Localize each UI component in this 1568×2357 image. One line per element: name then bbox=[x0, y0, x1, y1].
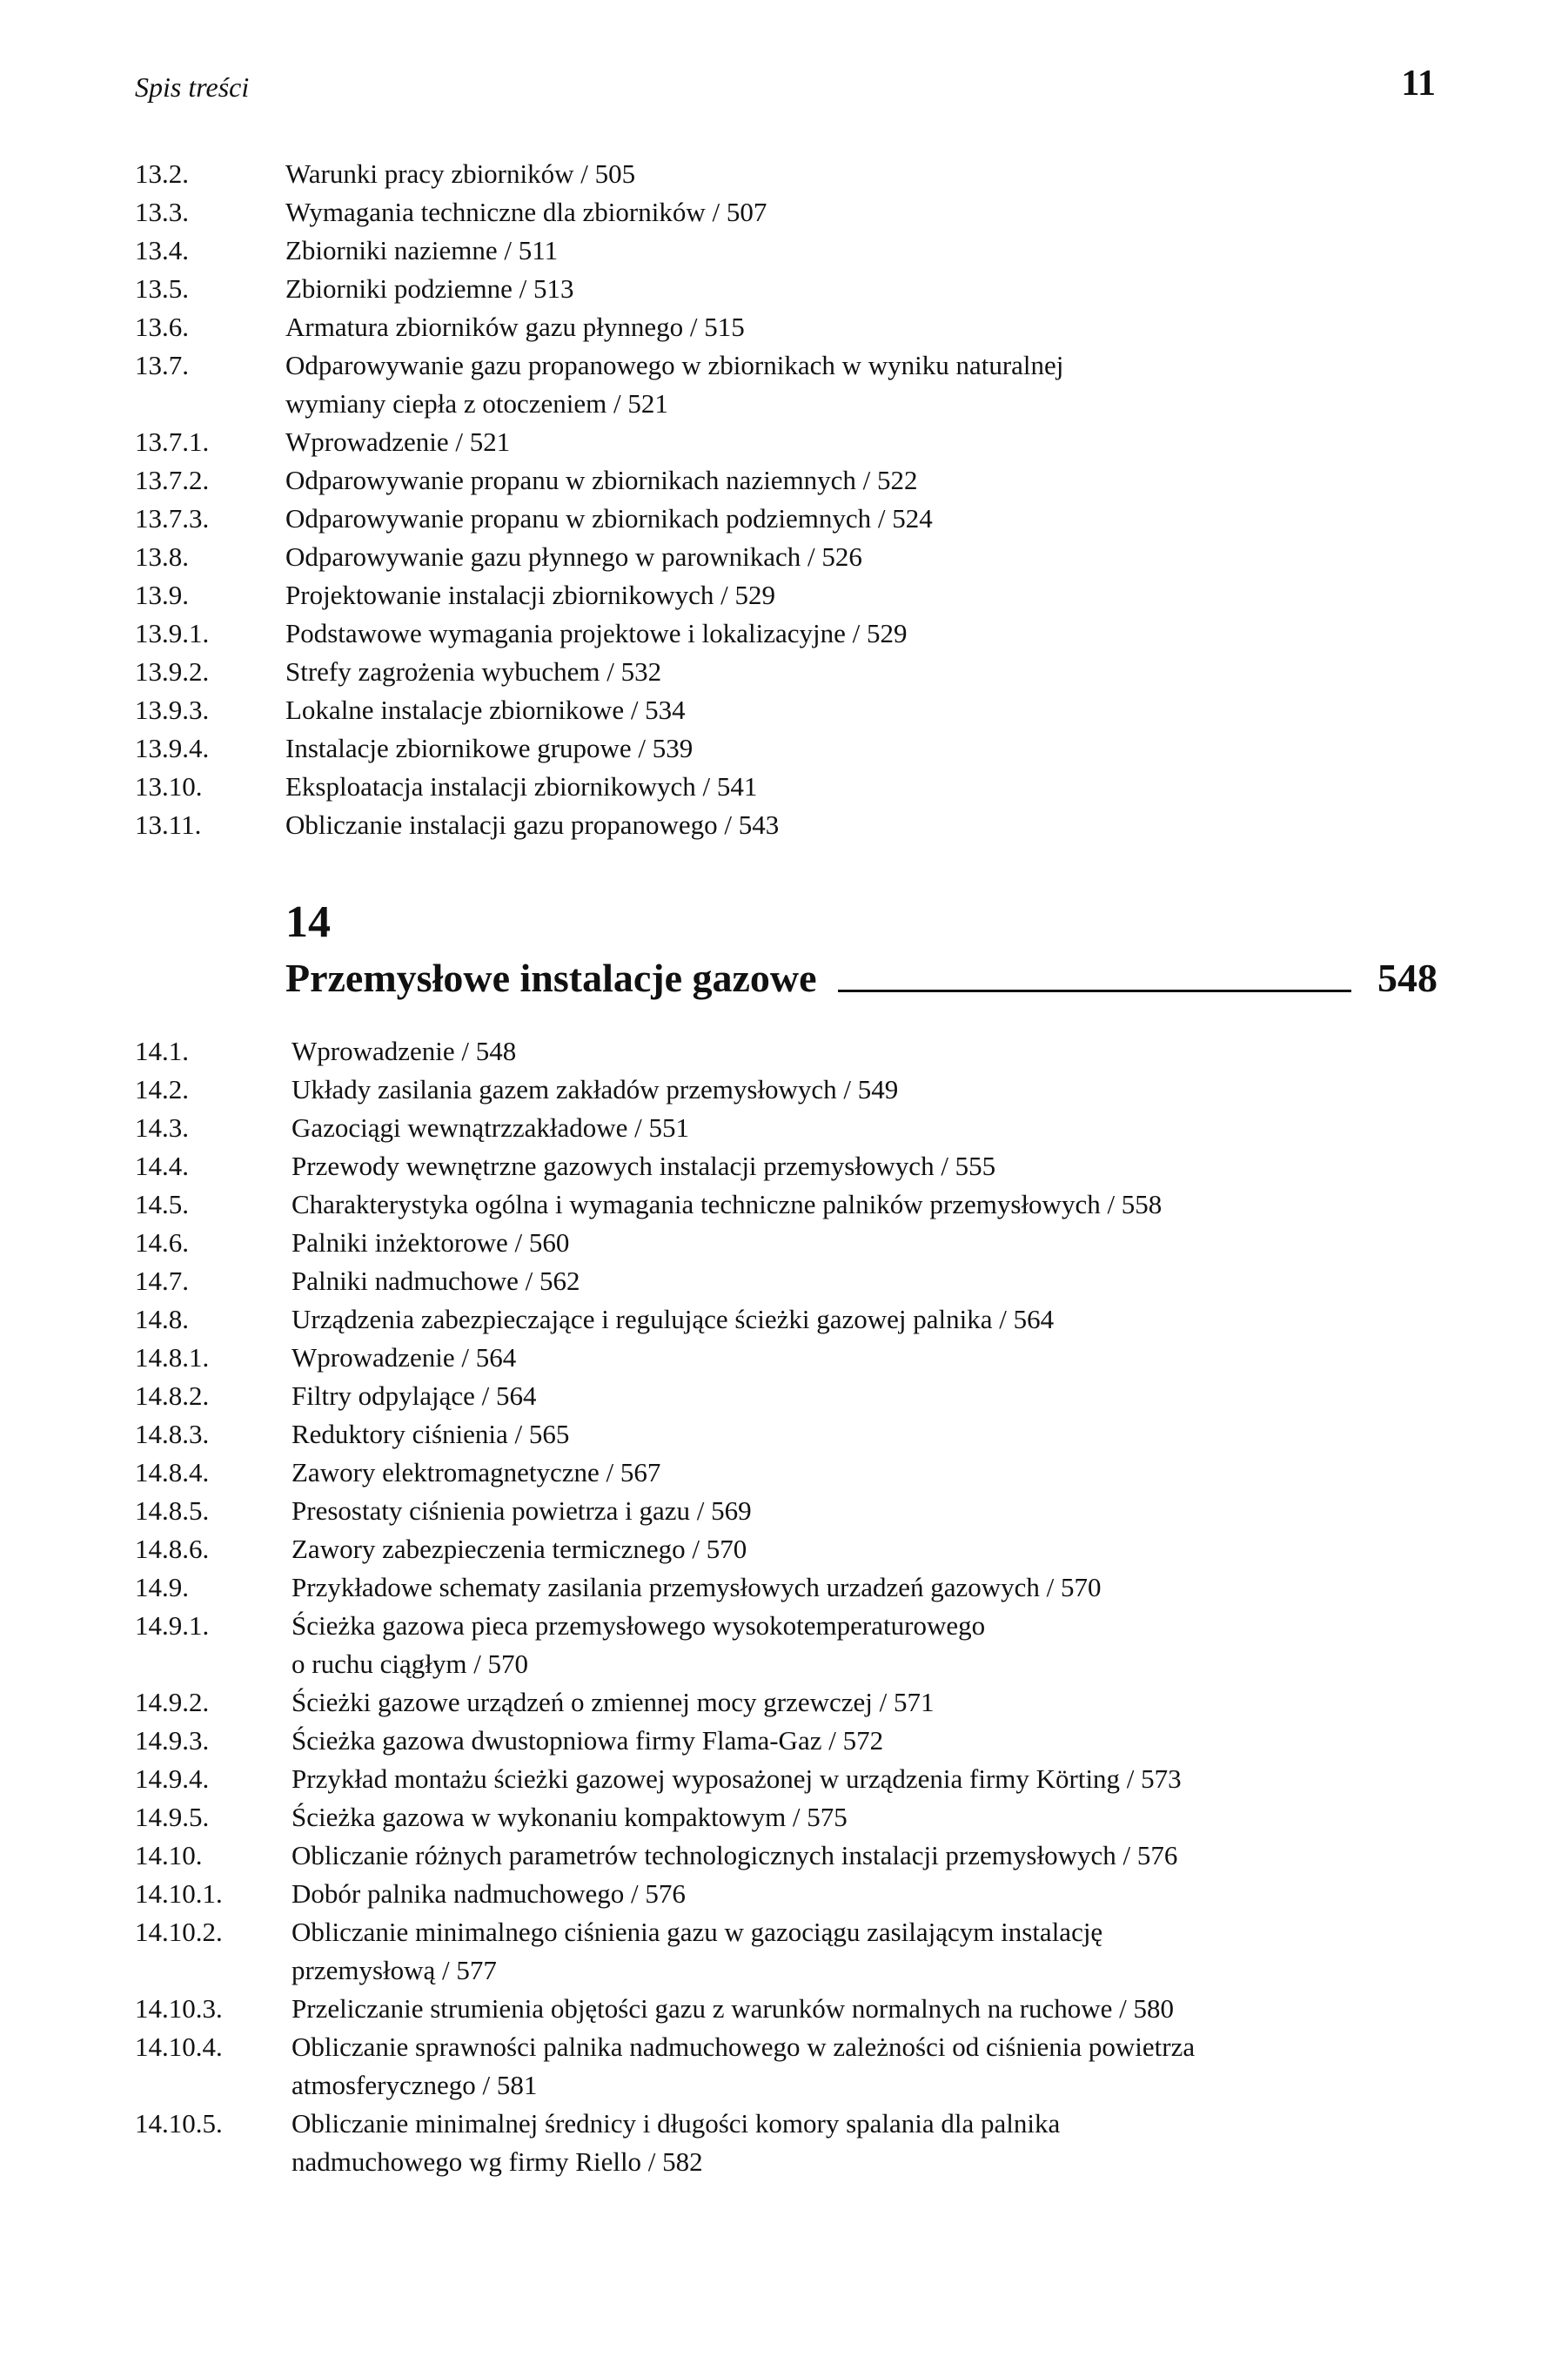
toc-entry-title: Przeliczanie strumienia objętości gazu z warunków normalnych na ruchowe / 580 bbox=[291, 1993, 1175, 2024]
toc-entry-number: 14.8.1. bbox=[135, 1342, 210, 1373]
toc-entry-title: Ścieżka gazowa pieca przemysłowego wysokotemperaturowego bbox=[291, 1610, 986, 1641]
toc-entry-number: 14.8.3. bbox=[135, 1419, 210, 1449]
toc-entry-number: 14.2. bbox=[135, 1074, 189, 1105]
toc-entry-number: 13.7.2. bbox=[135, 465, 210, 495]
toc-entry-number bbox=[135, 2143, 291, 2181]
toc-entry-number: 14.9. bbox=[135, 1572, 189, 1602]
toc-entry-number: 13.2. bbox=[135, 158, 189, 189]
toc-entry bbox=[135, 346, 1440, 385]
toc-entry-title: Eksploatacja instalacji zbiornikowych / 541 bbox=[285, 771, 758, 802]
toc-section-14 bbox=[135, 1032, 1440, 2181]
toc-entry-number: 14.1. bbox=[135, 1036, 189, 1066]
toc-entry bbox=[135, 653, 1440, 691]
toc-entry-title: Zawory elektromagnetyczne / 567 bbox=[291, 1457, 661, 1487]
toc-entry-number: 14.4. bbox=[135, 1151, 189, 1181]
toc-entry-title: Lokalne instalacje zbiornikowe / 534 bbox=[285, 695, 686, 725]
toc-entry-number: 14.6. bbox=[135, 1227, 189, 1258]
toc-entry-title: atmosferycznego / 581 bbox=[291, 2070, 538, 2100]
leader-rule bbox=[838, 990, 1351, 992]
toc-entry bbox=[135, 1568, 1440, 1607]
toc-entry bbox=[135, 385, 1440, 423]
toc-entry bbox=[135, 1377, 1440, 1415]
toc-entry-number: 13.9. bbox=[135, 580, 189, 610]
toc-entry-number: 14.8.2. bbox=[135, 1380, 210, 1411]
toc-entry-number: 13.7.1. bbox=[135, 426, 210, 457]
toc-entry-number: 14.8.6. bbox=[135, 1534, 210, 1564]
toc-entry-number: 13.5. bbox=[135, 273, 189, 304]
toc-entry bbox=[135, 1147, 1440, 1185]
toc-entry-number bbox=[135, 1645, 291, 1683]
toc-entry-number bbox=[135, 2066, 291, 2105]
toc-entry-title: Wprowadzenie / 548 bbox=[291, 1036, 517, 1066]
toc-entry-number: 14.5. bbox=[135, 1189, 189, 1219]
toc-entry-number: 14.10.5. bbox=[135, 2108, 223, 2139]
toc-entry bbox=[135, 1262, 1440, 1300]
toc-entry-number: 14.10.2. bbox=[135, 1917, 223, 1947]
toc-entry-title: Presostaty ciśnienia powietrza i gazu / 569 bbox=[291, 1495, 752, 1526]
toc-entry bbox=[135, 500, 1440, 538]
toc-entry-title: Obliczanie minimalnej średnicy i długości komory spalania dla palnika bbox=[291, 2108, 1061, 2139]
toc-entry bbox=[135, 691, 1440, 729]
toc-entry-title: Urządzenia zabezpieczające i regulujące ścieżki gazowej palnika / 564 bbox=[291, 1304, 1055, 1334]
chapter-heading bbox=[285, 896, 1437, 1004]
toc-entry-title: Odparowywanie propanu w zbiornikach naziemnych / 522 bbox=[285, 465, 918, 495]
toc-entry-number: 14.7. bbox=[135, 1266, 189, 1296]
toc-entry-number: 14.10. bbox=[135, 1840, 203, 1870]
toc-entry bbox=[135, 1683, 1440, 1722]
toc-entry-number: 13.9.4. bbox=[135, 733, 210, 763]
toc-entry bbox=[135, 1837, 1440, 1875]
toc-entry-title: Obliczanie minimalnego ciśnienia gazu w gazociągu zasilającym instalację bbox=[291, 1917, 1103, 1947]
toc-entry bbox=[135, 1913, 1440, 1951]
chapter-title: Przemysłowe instalacje gazowe bbox=[285, 956, 817, 1000]
toc-entry-number: 13.3. bbox=[135, 197, 189, 227]
toc-entry-number: 14.8.5. bbox=[135, 1495, 210, 1526]
toc-entry bbox=[135, 1032, 1440, 1071]
toc-entry bbox=[135, 155, 1440, 193]
running-head: Spis treści bbox=[135, 71, 250, 103]
toc-entry-title: Zawory zabezpieczenia termicznego / 570 bbox=[291, 1534, 747, 1564]
toc-entry-title: Palniki inżektorowe / 560 bbox=[291, 1227, 570, 1258]
toc-entry-number: 13.6. bbox=[135, 312, 189, 342]
toc-section-13 bbox=[135, 155, 1440, 844]
toc-entry bbox=[135, 2143, 1440, 2181]
toc-entry-title: Gazociągi wewnątrzzakładowe / 551 bbox=[291, 1112, 690, 1143]
toc-entry-number: 14.3. bbox=[135, 1112, 189, 1143]
toc-entry-title: Reduktory ciśnienia / 565 bbox=[291, 1419, 570, 1449]
toc-entry bbox=[135, 1951, 1440, 1990]
toc-entry bbox=[135, 1454, 1440, 1492]
toc-entry bbox=[135, 193, 1440, 232]
toc-entry bbox=[135, 2028, 1440, 2066]
toc-entry-title: Filtry odpylające / 564 bbox=[291, 1380, 537, 1411]
toc-entry bbox=[135, 614, 1440, 653]
toc-entry bbox=[135, 1798, 1440, 1837]
toc-entry bbox=[135, 461, 1440, 500]
toc-entry bbox=[135, 1760, 1440, 1798]
toc-entry-title: Zbiorniki naziemne / 511 bbox=[285, 235, 559, 265]
toc-entry bbox=[135, 1722, 1440, 1760]
toc-entry-number: 13.9.3. bbox=[135, 695, 210, 725]
toc-entry-title: Przykładowe schematy zasilania przemysłowych urzadzeń gazowych / 570 bbox=[291, 1572, 1102, 1602]
page-number: 11 bbox=[1401, 64, 1436, 104]
toc-entry-title: Warunki pracy zbiorników / 505 bbox=[285, 158, 636, 189]
toc-entry-number: 14.9.3. bbox=[135, 1725, 210, 1756]
toc-entry-number: 14.10.4. bbox=[135, 2031, 223, 2062]
toc-entry-title: Odparowywanie gazu płynnego w parownikach / 526 bbox=[285, 541, 862, 572]
toc-entry bbox=[135, 1224, 1440, 1262]
chapter-title-row bbox=[285, 952, 1437, 1004]
toc-entry-title: Obliczanie instalacji gazu propanowego / 543 bbox=[285, 809, 780, 840]
toc-entry-number: 13.8. bbox=[135, 541, 189, 572]
toc-entry bbox=[135, 2066, 1440, 2105]
toc-entry bbox=[135, 1990, 1440, 2028]
toc-entry-number: 14.8.4. bbox=[135, 1457, 210, 1487]
toc-entry bbox=[135, 1185, 1440, 1224]
toc-entry bbox=[135, 270, 1440, 308]
toc-entry-title: Przewody wewnętrzne gazowych instalacji przemysłowych / 555 bbox=[291, 1151, 996, 1181]
toc-entry bbox=[135, 729, 1440, 768]
toc-entry-number: 13.9.1. bbox=[135, 618, 210, 648]
toc-entry-title: wymiany ciepła z otoczeniem / 521 bbox=[285, 388, 668, 419]
toc-entry bbox=[135, 2105, 1440, 2143]
toc-entry-title: Ścieżka gazowa w wykonaniu kompaktowym / 575 bbox=[291, 1802, 848, 1832]
toc-entry-title: Strefy zagrożenia wybuchem / 532 bbox=[285, 656, 662, 687]
toc-entry-title: przemysłową / 577 bbox=[291, 1955, 497, 1985]
toc-entry-title: Odparowywanie propanu w zbiornikach podziemnych / 524 bbox=[285, 503, 933, 534]
toc-entry-title: Charakterystyka ogólna i wymagania techniczne palników przemysłowych / 558 bbox=[291, 1189, 1163, 1219]
toc-entry bbox=[135, 308, 1440, 346]
toc-entry-number: 13.10. bbox=[135, 771, 203, 802]
toc-entry-number: 13.7.3. bbox=[135, 503, 210, 534]
toc-entry-number: 14.10.1. bbox=[135, 1878, 223, 1909]
toc-entry-title: Wprowadzenie / 564 bbox=[291, 1342, 517, 1373]
toc-entry-title: Odparowywanie gazu propanowego w zbiornikach w wyniku naturalnej bbox=[285, 350, 1064, 380]
toc-entry-number: 13.11. bbox=[135, 809, 202, 840]
toc-entry bbox=[135, 768, 1440, 806]
toc-entry-title: Zbiorniki podziemne / 513 bbox=[285, 273, 574, 304]
toc-entry-number: 14.9.1. bbox=[135, 1610, 210, 1641]
toc-entry-number bbox=[135, 385, 285, 423]
toc-entry-number: 14.9.5. bbox=[135, 1802, 210, 1832]
toc-entry-number: 14.8. bbox=[135, 1304, 189, 1334]
toc-entry-number: 14.9.2. bbox=[135, 1687, 210, 1717]
toc-entry bbox=[135, 576, 1440, 614]
toc-entry-number: 13.7. bbox=[135, 350, 189, 380]
toc-entry-title: Ścieżki gazowe urządzeń o zmiennej mocy grzewczej / 571 bbox=[291, 1687, 935, 1717]
toc-entry-title: Wprowadzenie / 521 bbox=[285, 426, 511, 457]
toc-entry bbox=[135, 806, 1440, 844]
toc-entry-title: Układy zasilania gazem zakładów przemysłowych / 549 bbox=[291, 1074, 899, 1105]
toc-entry bbox=[135, 1492, 1440, 1530]
toc-entry bbox=[135, 1109, 1440, 1147]
toc-entry-number: 13.9.2. bbox=[135, 656, 210, 687]
toc-entry bbox=[135, 1875, 1440, 1913]
chapter-page: 548 bbox=[1377, 956, 1437, 1000]
toc-entry bbox=[135, 1300, 1440, 1339]
toc-entry-number: 14.10.3. bbox=[135, 1993, 223, 2024]
toc-entry-title: Instalacje zbiornikowe grupowe / 539 bbox=[285, 733, 694, 763]
toc-entry bbox=[135, 1071, 1440, 1109]
toc-entry-number bbox=[135, 1951, 291, 1990]
toc-entry-title: Dobór palnika nadmuchowego / 576 bbox=[291, 1878, 686, 1909]
toc-entry-title: Wymagania techniczne dla zbiorników / 507 bbox=[285, 197, 767, 227]
toc-entry-title: o ruchu ciągłym / 570 bbox=[291, 1649, 529, 1679]
toc-entry bbox=[135, 232, 1440, 270]
toc-entry-number: 14.9.4. bbox=[135, 1763, 210, 1794]
toc-entry-title: Obliczanie różnych parametrów technologicznych instalacji przemysłowych / 576 bbox=[291, 1840, 1178, 1870]
toc-entry bbox=[135, 538, 1440, 576]
chapter-number: 14 bbox=[285, 897, 331, 947]
toc-entry bbox=[135, 1530, 1440, 1568]
toc-entry bbox=[135, 1645, 1440, 1683]
toc-entry bbox=[135, 423, 1440, 461]
toc-entry-title: Podstawowe wymagania projektowe i lokalizacyjne / 529 bbox=[285, 618, 908, 648]
toc-entry-title: Palniki nadmuchowe / 562 bbox=[291, 1266, 580, 1296]
toc-entry-title: Projektowanie instalacji zbiornikowych / 529 bbox=[285, 580, 776, 610]
toc-entry-title: Ścieżka gazowa dwustopniowa firmy Flama-Gaz / 572 bbox=[291, 1725, 884, 1756]
toc-entry-number: 13.4. bbox=[135, 235, 189, 265]
toc-entry bbox=[135, 1415, 1440, 1454]
toc-entry-title: Przykład montażu ścieżki gazowej wyposażonej w urządzenia firmy Körting / 573 bbox=[291, 1763, 1182, 1794]
toc-entry-title: Armatura zbiorników gazu płynnego / 515 bbox=[285, 312, 745, 342]
toc-entry bbox=[135, 1339, 1440, 1377]
toc-entry-title: nadmuchowego wg firmy Riello / 582 bbox=[291, 2146, 703, 2177]
toc-entry bbox=[135, 1607, 1440, 1645]
toc-entry-title: Obliczanie sprawności palnika nadmuchowego w zależności od ciśnienia powietrza bbox=[291, 2031, 1196, 2062]
